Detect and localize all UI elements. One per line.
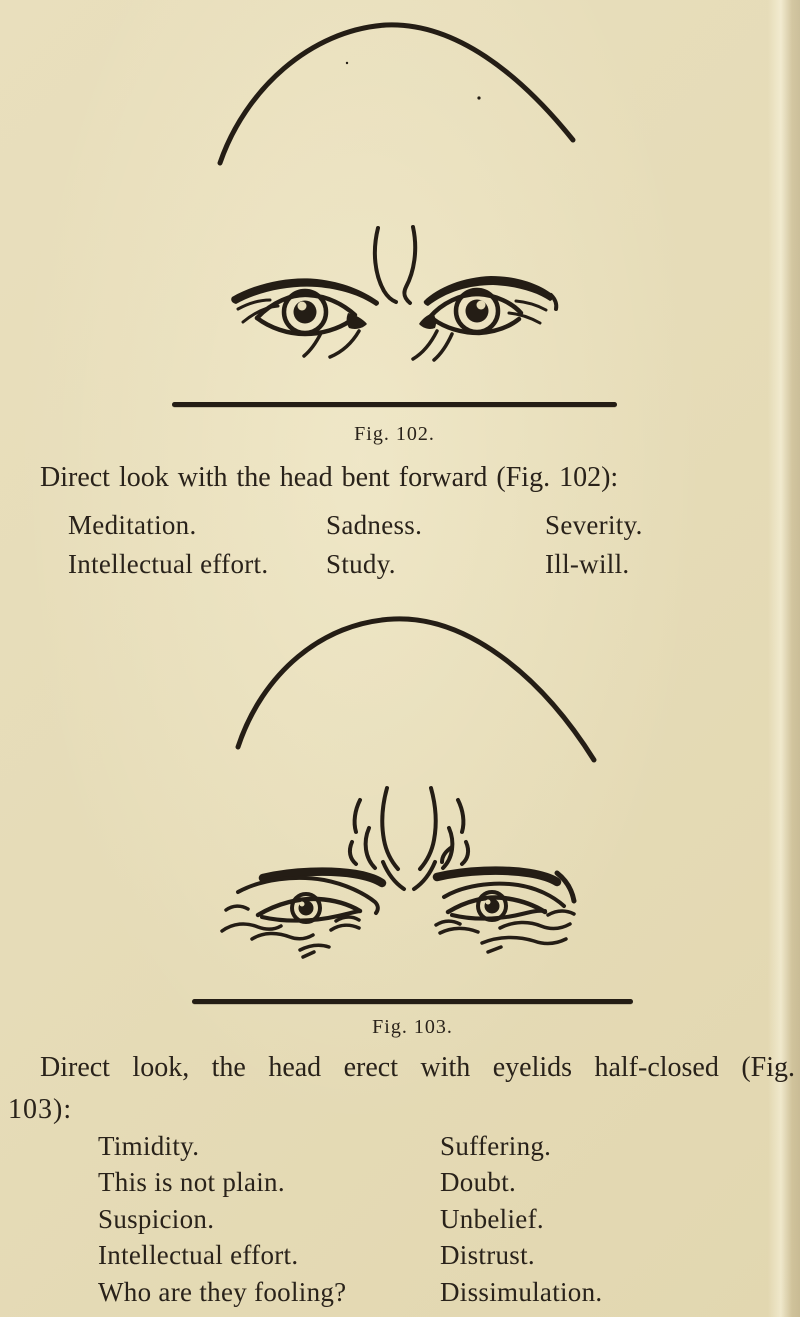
- right-brow-hook: [557, 873, 574, 901]
- emotion-cell: Study.: [326, 549, 396, 579]
- emotion-cell: Distrust.: [440, 1240, 535, 1271]
- fig-103-caption: Fig. 103.: [372, 1016, 453, 1038]
- fig-103-heading-line1: Direct look, the head erect with eyelids half-closed (Fig.: [40, 1052, 795, 1083]
- emotion-cell: Intellectual effort.: [98, 1240, 299, 1271]
- fig-102-caption: Fig. 102.: [354, 423, 435, 445]
- emotion-cell: This is not plain.: [98, 1167, 285, 1198]
- emotion-cell: Doubt.: [440, 1167, 517, 1198]
- glabella-lines: [375, 227, 415, 303]
- emotion-cell: Ill-will.: [545, 549, 630, 579]
- emotion-cell: Suspicion.: [98, 1203, 215, 1234]
- left-eye-wrinkles: [222, 906, 359, 957]
- right-eye: [436, 871, 574, 952]
- fig-102-rule: [172, 402, 617, 407]
- emotion-cell: Suffering.: [440, 1131, 552, 1161]
- emotion-cell: Severity.: [545, 510, 643, 540]
- fig-102-heading: Direct look with the head bent forward (Fig. 102):: [40, 462, 619, 493]
- emotion-cell: Sadness.: [326, 510, 423, 540]
- fig-102-emotion-table: [68, 506, 768, 584]
- fig-102-drawing: [0, 0, 800, 420]
- emotion-cell: Timidity.: [98, 1131, 200, 1161]
- right-tear-duct: [419, 313, 436, 329]
- fig-103-heading-line2: 103):: [8, 1094, 73, 1125]
- emotion-cell: Intellectual effort.: [68, 549, 269, 579]
- emotion-cell: Meditation.: [68, 510, 197, 540]
- left-eye: [231, 278, 379, 357]
- emotion-cell: Dissimulation.: [440, 1276, 603, 1307]
- right-eye: [413, 276, 556, 360]
- left-eye: [222, 872, 382, 957]
- emotion-cell: Who are they fooling?: [98, 1276, 347, 1307]
- fig-103-drawing: [0, 590, 800, 1010]
- right-eyebrow: [437, 871, 557, 882]
- head-crown-arc: [220, 25, 573, 163]
- head-crown-arc: [238, 619, 594, 760]
- ink-specks: [346, 62, 481, 100]
- fig-103-rule: [192, 999, 633, 1004]
- fig-103-emotion-table: [98, 1128, 738, 1310]
- emotion-cell: Unbelief.: [440, 1203, 544, 1234]
